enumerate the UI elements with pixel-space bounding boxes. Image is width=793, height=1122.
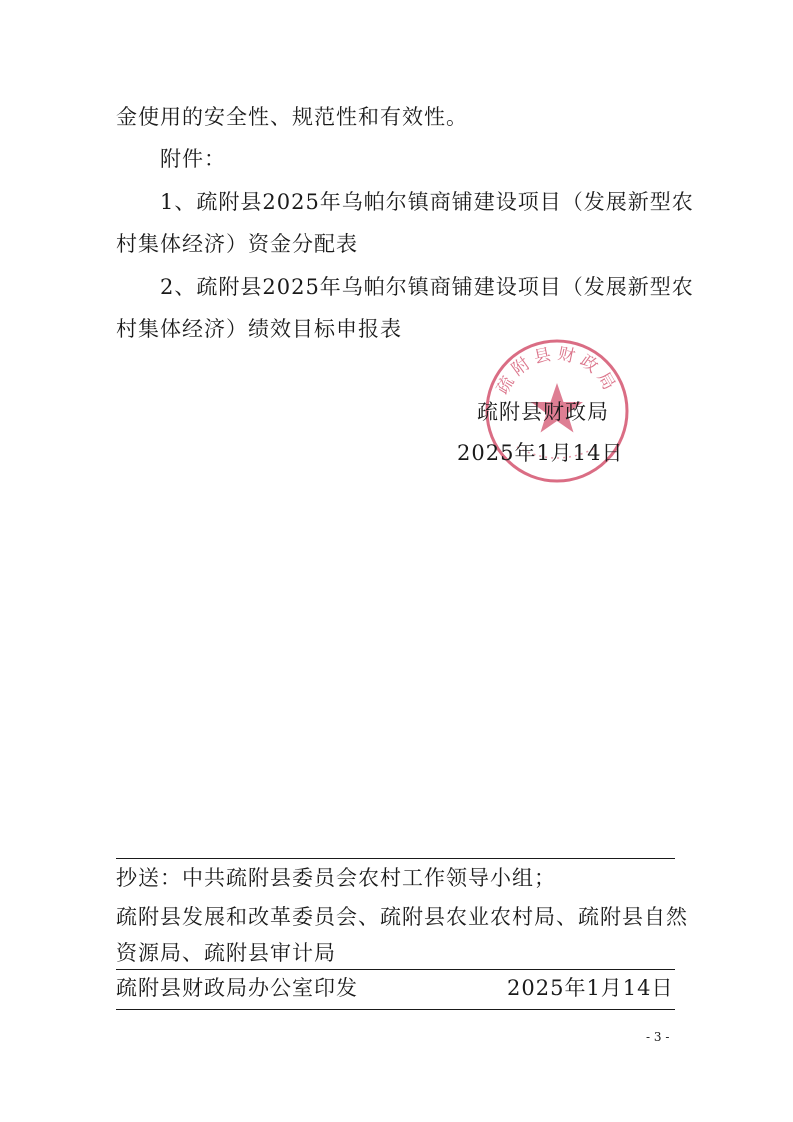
attachment-2-line2: 村集体经济）绩效目标申报表 <box>116 317 402 341</box>
signature-date: 2025年1月14日 <box>457 441 624 465</box>
issuer: 疏附县财政局办公室印发 <box>116 976 358 1000</box>
page-number: - 3 - <box>646 1030 670 1044</box>
attachment-1-line2: 村集体经济）资金分配表 <box>116 232 358 256</box>
attachment-1-line1: 1、疏附县2025年乌帕尔镇商铺建设项目（发展新型农 <box>160 190 694 214</box>
signature-org: 疏附县财政局 <box>477 400 609 424</box>
cc-line-2: 疏附县发展和改革委员会、疏附县农业农村局、疏附县自然 <box>116 905 688 929</box>
attachment-2-line1: 2、疏附县2025年乌帕尔镇商铺建设项目（发展新型农 <box>160 275 694 299</box>
cc-line-3: 资源局、疏附县审计局 <box>116 941 336 965</box>
footer-rule-bottom <box>116 1009 675 1010</box>
footer-rule-middle <box>116 969 675 970</box>
attachments-label: 附件： <box>160 147 226 171</box>
footer-rule-top <box>116 858 675 859</box>
seal-text: 疏附县财政局 <box>492 343 622 398</box>
issue-date: 2025年1月14日 <box>507 976 674 1000</box>
paragraph-end: 金使用的安全性、规范性和有效性。 <box>116 105 468 129</box>
cc-line-1: 抄送：中共疏附县委员会农村工作领导小组； <box>116 866 556 890</box>
